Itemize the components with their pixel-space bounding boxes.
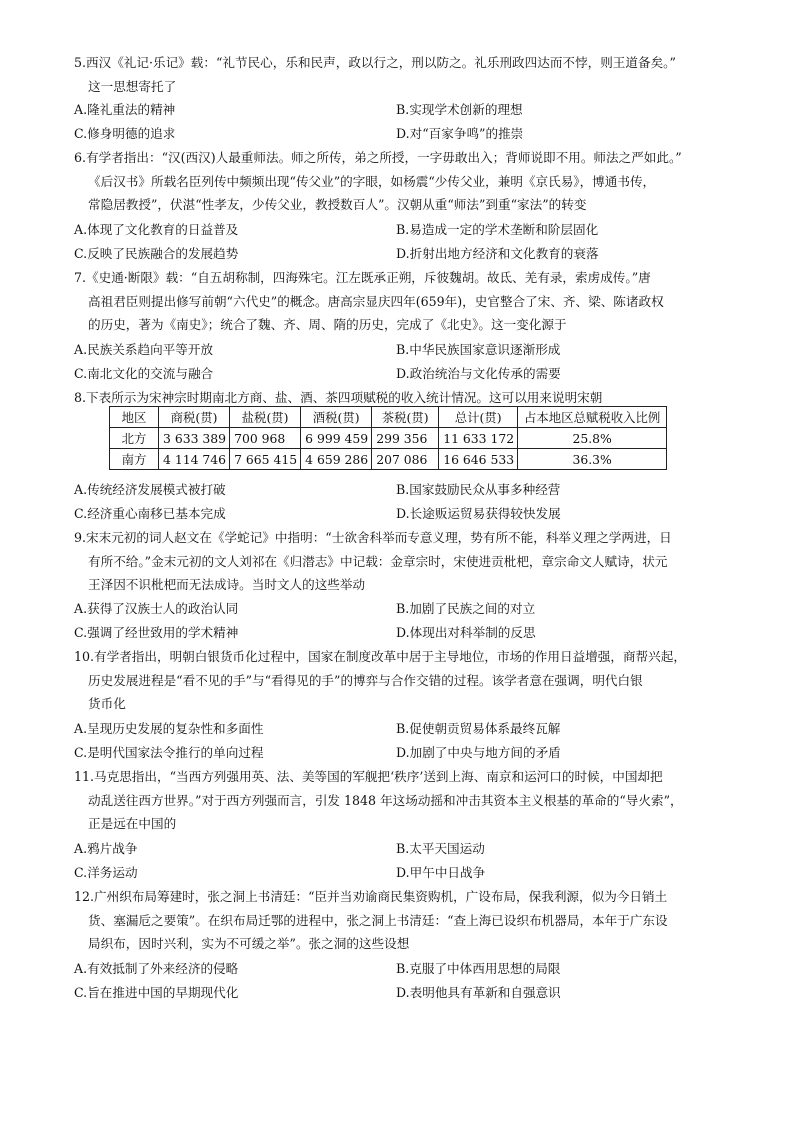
question-10-options-row-1 [74,717,734,741]
table-cell: 700 968 [230,428,301,449]
question-8-option-d[interactable]: D.长途贩运贸易获得较快发展 [396,506,561,521]
question-9-options-row-2 [74,621,734,645]
table-cell: 南方 [110,449,159,470]
table-row [110,428,667,449]
question-7-stem-line-1: 7.《史通·断限》载：“自五胡称制，四海殊宅。江左既承正朔，斥彼魏胡。故氐、羌有录，索虏成传。”唐 [74,270,651,285]
question-11-options-row-2 [74,861,734,885]
question-10-option-d[interactable]: D.加剧了中央与地方间的矛盾 [396,745,561,760]
table-header-cell: 酒税(贯) [301,407,372,428]
question-7-stem-line-3: 的历史，著为《南史》；统合了魏、齐、周、隋的历史，完成了《北史》。这一变化源于 [88,317,567,332]
question-11-option-c[interactable]: C.洋务运动 [74,865,138,880]
question-10-stem-line-1: 10.有学者指出，明朝白银货币化过程中，国家在制度改革中居于主导地位，市场的作用日益增强，商帮兴起， [74,649,686,664]
question-6-stem-line-2: 《后汉书》所载名臣列传中频频出现“传父业”的字眼，如杨震“少传父业，兼明《京氏易》，博通书传， [88,173,656,189]
question-8-options-row-2 [74,502,734,526]
question-9-option-d[interactable]: D.体现出对科举制的反思 [396,625,536,640]
table-cell: 4 659 286 [301,449,372,470]
question-7-option-c[interactable]: C.南北文化的交流与融合 [74,366,214,381]
question-10-stem-line-3: 货币化 [88,696,126,711]
table-header-cell: 总计(贯) [439,407,518,428]
question-7-option-d[interactable]: D.政治统治与文化传承的需要 [396,366,561,381]
question-9-stem-line-3: 王泽因不识枇杷而无法成诗。当时文人的这些举动 [88,577,366,592]
question-8-stem-line-1: 8.下表所示为宋神宗时期南北方商、盐、酒、茶四项赋税的收入统计情况。这可以用来说明宋朝 [74,390,603,405]
question-5-options-row-1 [74,98,734,122]
table-cell: 11 633 172 [439,428,518,449]
table-header-cell: 商税(贯) [159,407,230,428]
question-5-option-b[interactable]: B.实现学术创新的理想 [396,102,523,117]
question-11-stem-line-2: 动乱送往西方世界。”对于西方列强而言，引发 1848 年这场动摇和冲击其资本主义根基的革命的“导火索”， [88,792,683,808]
question-6-option-d[interactable]: D.折射出地方经济和文化教育的衰落 [396,246,599,261]
question-11-option-a[interactable]: A.鸦片战争 [74,841,138,856]
question-8-option-a[interactable]: A.传统经济发展模式被打破 [74,482,226,497]
table-cell: 207 086 [372,449,439,470]
question-12-stem-line-2: 货、塞漏卮之要策”。在织布局迁鄂的进程中，张之洞上书清廷：“查上海已设织布机器局，本年于广东设 [88,912,668,928]
question-8-option-b[interactable]: B.国家鼓励民众从事多种经营 [396,482,561,497]
table-cell: 6 999 459 [301,428,372,449]
question-9 [74,526,734,597]
question-6 [74,146,734,217]
question-5-option-d[interactable]: D.对“百家争鸣”的推崇 [396,126,524,141]
question-6-option-c[interactable]: C.反映了民族融合的发展趋势 [74,246,239,261]
question-9-option-b[interactable]: B.加剧了民族之间的对立 [396,601,536,616]
question-7-option-a[interactable]: A.民族关系趋向平等开放 [74,342,214,357]
question-12-option-b[interactable]: B.克服了中体西用思想的局限 [396,961,561,976]
question-8-option-c[interactable]: C.经济重心南移已基本完成 [74,506,226,521]
question-11 [74,765,734,836]
table-header-cell: 茶税(贯) [372,407,439,428]
question-6-option-a[interactable]: A.体现了文化教育的日益普及 [74,222,239,237]
question-6-stem-line-3: 常隐居教授”，伏湛“性孝友，少传父业，教授数百人”。汉朝从重“师法”到重“家法”的转变 [88,197,587,212]
question-7-options-row-1 [74,338,734,362]
question-11-option-d[interactable]: D.甲午中日战争 [396,865,486,880]
question-5-options-row-2 [74,122,734,146]
table-row [110,449,667,470]
table-cell: 16 646 533 [439,449,518,470]
table-header-row [110,407,667,428]
question-12-stem-line-1: 12.广州织布局筹建时，张之洞上书清廷：“臣并当劝谕商民集资购机，广设布局，保我利源，似为今日销土 [74,889,668,904]
question-9-options-row-1 [74,597,734,621]
table-cell: 7 665 415 [230,449,301,470]
question-11-option-b[interactable]: B.太平天国运动 [396,841,485,856]
question-10-options-row-2 [74,741,734,765]
question-5 [74,51,734,98]
table-cell: 36.3% [518,449,667,470]
tax-revenue-table [109,406,667,470]
question-10-stem-line-2: 历史发展进程是“看不见的手”与“看得见的手”的博弈与合作交错的过程。该学者意在强调，明代白银 [88,672,643,688]
question-5-option-c[interactable]: C.修身明德的追求 [74,126,176,141]
question-12 [74,885,734,956]
question-7 [74,266,734,337]
question-11-stem-line-3: 正是远在中国的 [88,816,177,831]
question-11-stem-line-1: 11.马克思指出，“当西方列强用英、法、美等国的军舰把‘秩序’送到上海、南京和运河口的时候，中国却把 [74,769,663,784]
question-6-option-b[interactable]: B.易造成一定的学术垄断和阶层固化 [396,222,599,237]
question-8-options-row-1 [74,478,734,502]
question-9-stem-line-1: 9.宋末元初的词人赵文在《学蛇记》中指明：“士欲舍科举而专意义理，势有所不能，科举义理之学两进，日 [74,530,672,545]
question-12-stem-line-3: 局织布，因时兴利，实为不可缓之举”。张之洞的这些设想 [88,936,410,951]
question-10-option-b[interactable]: B.促使朝贡贸易体系最终瓦解 [396,721,561,736]
question-9-stem-line-2: 有所不给。”金末元初的文人刘祁在《归潜志》中记载：金章宗时，宋使进贡枇杷，章宗命文人赋诗，状元 [88,553,668,569]
question-6-options-row-1 [74,218,734,242]
question-5-stem-line-1: 5.西汉《礼记·乐记》载：“礼节民心，乐和民声，政以行之，刑以防之。礼乐刑政四达而不悖，则王道备矣。” [74,55,676,70]
table-cell: 4 114 746 [159,449,230,470]
question-12-option-c[interactable]: C.旨在推进中国的早期现代化 [74,985,239,1000]
question-12-option-d[interactable]: D.表明他具有革新和自强意识 [396,985,561,1000]
table-cell: 299 356 [372,428,439,449]
table-cell: 北方 [110,428,159,449]
table-header-cell: 占本地区总赋税收入比例 [518,407,667,428]
table-cell: 3 633 389 [159,428,230,449]
question-10 [74,645,734,716]
question-12-option-a[interactable]: A.有效抵制了外来经济的侵略 [74,961,239,976]
question-9-option-a[interactable]: A.获得了汉族士人的政治认同 [74,601,239,616]
question-11-options-row-1 [74,837,734,861]
question-7-option-b[interactable]: B.中华民族国家意识逐渐形成 [396,342,561,357]
question-6-options-row-2 [74,242,734,266]
table-header-cell: 地区 [110,407,159,428]
question-7-options-row-2 [74,362,734,386]
question-10-option-a[interactable]: A.呈现历史发展的复杂性和多面性 [74,721,264,736]
question-5-stem-line-2: 这一思想寄托了 [88,78,177,94]
table-header-cell: 盐税(贯) [230,407,301,428]
question-5-option-a[interactable]: A.隆礼重法的精神 [74,102,176,117]
question-9-option-c[interactable]: C.强调了经世致用的学术精神 [74,625,239,640]
question-6-stem-line-1: 6.有学者指出：“汉(西汉)人最重师法。师之所传，弟之所授，一字毋敢出入；背师说即不用。师法之严如此。” [74,150,682,165]
question-12-options-row-1 [74,957,734,981]
question-10-option-c[interactable]: C.是明代国家法令推行的单向过程 [74,745,264,760]
question-12-options-row-2 [74,981,734,1005]
table-cell: 25.8% [518,428,667,449]
question-7-stem-line-2: 高祖君臣则提出修写前朝“六代史”的概念。唐高宗显庆四年(659年)，史官整合了宋、齐、梁、陈诸政权 [88,293,664,309]
